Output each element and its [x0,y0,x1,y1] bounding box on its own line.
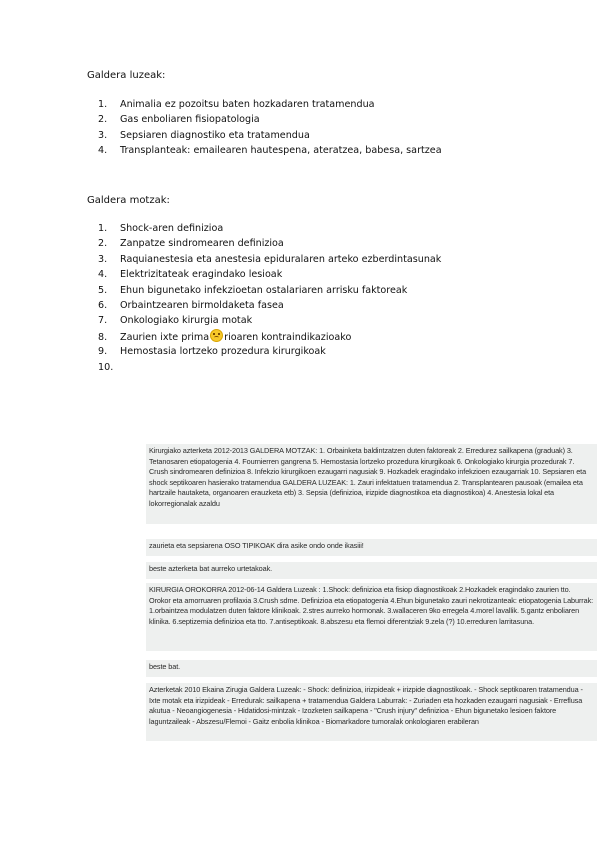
confused-face-icon [210,329,223,342]
forum-post-exam-2012-2013: Kirurgiako azterketa 2012-2013 GALDERA MOTZAK: 1. Orbainketa baldintzatzen duten faktoreak 2. Erredurez sailkapena (graduak) 3. Tetanosaren etiopatogenia 4. Fournierren gangrena 5. Hemostasia lortzeko prozedura kirurgikoak 6. Onkologiako kirurgia prozedurak 7. Crush sindromearen definizioa 8. Infekzio kirurgikoen ezaugarri nagusiak 9. Hozkadek eragindako infekzioen ezaugarriak 10. Sepsiaren eta shock septikoaren hasierako tratamendua GALDERA LUZEAK: 1. Zauri infektatuen tratamendua 2. Transplantearen pausoak (emailea eta hartzaile hautaketa, organoaren erauzketa etb) 3. Sepsia (definizioa, irizpide diagnostikoa eta diagnostikoa) 4. Anestesia lokal eta lokorregionalak azaldu [146,444,597,524]
list-item: 7. Onkologiako kirurgia motak [98,315,253,327]
forum-post-exam-2012-06-14: KIRURGIA OROKORRA 2012-06-14 Galdera Luzeak : 1.Shock: definizioa eta fisiop diagnostikoak 2.Hozkadek eragindako zaurien tto. Orokor eta amorruaren profilaxia 3.Crush sdme. Definizioa eta etiopatogenia 4.Ehun bigunetako zauri nekrotizanteak: etiopatogenia Laburrak: 1.orbaintzea modulatzen duten faktore klinikoak. 2.stres aurreko hormonak. 3.wallaceren 9ko erregela 4.morel lavallik. 5.gantz enboliaren klinika. 6.septizemia definizioa eta tto. 7.antiseptikoak. 8.abszesu eta flemoi diferentziak 9.zela (?) 10.erreduren larritasuna. [146,583,597,651]
list-item: 4. Elektrizitateak eragindako lesioak [98,269,283,281]
forum-post-previous-exam: beste azterketa bat aurreko urtetakoak. [146,562,597,579]
list-item: 2. Gas enboliaren fisiopatologia [98,114,260,126]
list-item: 6. Orbaintzearen birmoldaketa fasea [98,299,284,311]
list-item: 9. Hemostasia lortzeko prozedura kirurgikoak [98,346,326,358]
forum-post-typical-note: zaurieta eta sepsiarena OSO TIPIKOAK dira asike ondo onde ikasiii! [146,539,597,556]
list-item: 1. Animalia ez pozoitsu baten hozkadaren tratamendua [98,99,375,110]
short-questions-list [98,221,441,375]
forum-post-exam-2010: Azterketak 2010 Ekaina Zirugia Galdera Luzeak: - Shock: definizioa, irizpideak + irizpide diagnostikoak. - Shock septikoaren tratamendua - Ixte motak eta irizpideak - Erredurak: sailkapena + tratamendua Galdera Laburrak: - Zuriaden eta hozkaden ezaugarri nagusiak - Erreflusa akutua - Neoangiogenesia - Hidatidosi-mintzak - Izozketen sailkapena - "Crush injury" definizioa - Ehun bigunetako lesioen faktore laguntzaileak - Abszesu/Flemoi - Gaitz enbolia klinikoa - Biomarkadore tumoralak onkologiaren erabileran [146,683,597,741]
list-item: 2. Zanpatze sindromearen definizioa [98,238,284,250]
long-questions-list [98,97,442,159]
forum-post-another: beste bat. [146,660,597,677]
list-item: 3. Sepsiaren diagnostiko eta tratamendua [98,129,310,141]
list-item: 4. Transplanteak: emailearen hautespena, ateratzea, babesa, sartzea [98,145,442,157]
list-item: 3. Raquianestesia eta anestesia epiduralaren arteko ezberdintasunak [98,253,442,265]
list-item: 1. Shock-aren definizioa [98,223,224,234]
long-questions-heading: Galdera luzeak: [87,70,166,81]
short-questions-heading: Galdera motzak: [87,195,170,206]
list-item: 8. Zaurien ixte prima rioaren kontraindikazioako [98,329,441,344]
list-item: 10. [98,361,114,373]
list-item: 5. Ehun bigunetako infekzioetan ostalariaren arrisku faktoreak [98,284,408,296]
